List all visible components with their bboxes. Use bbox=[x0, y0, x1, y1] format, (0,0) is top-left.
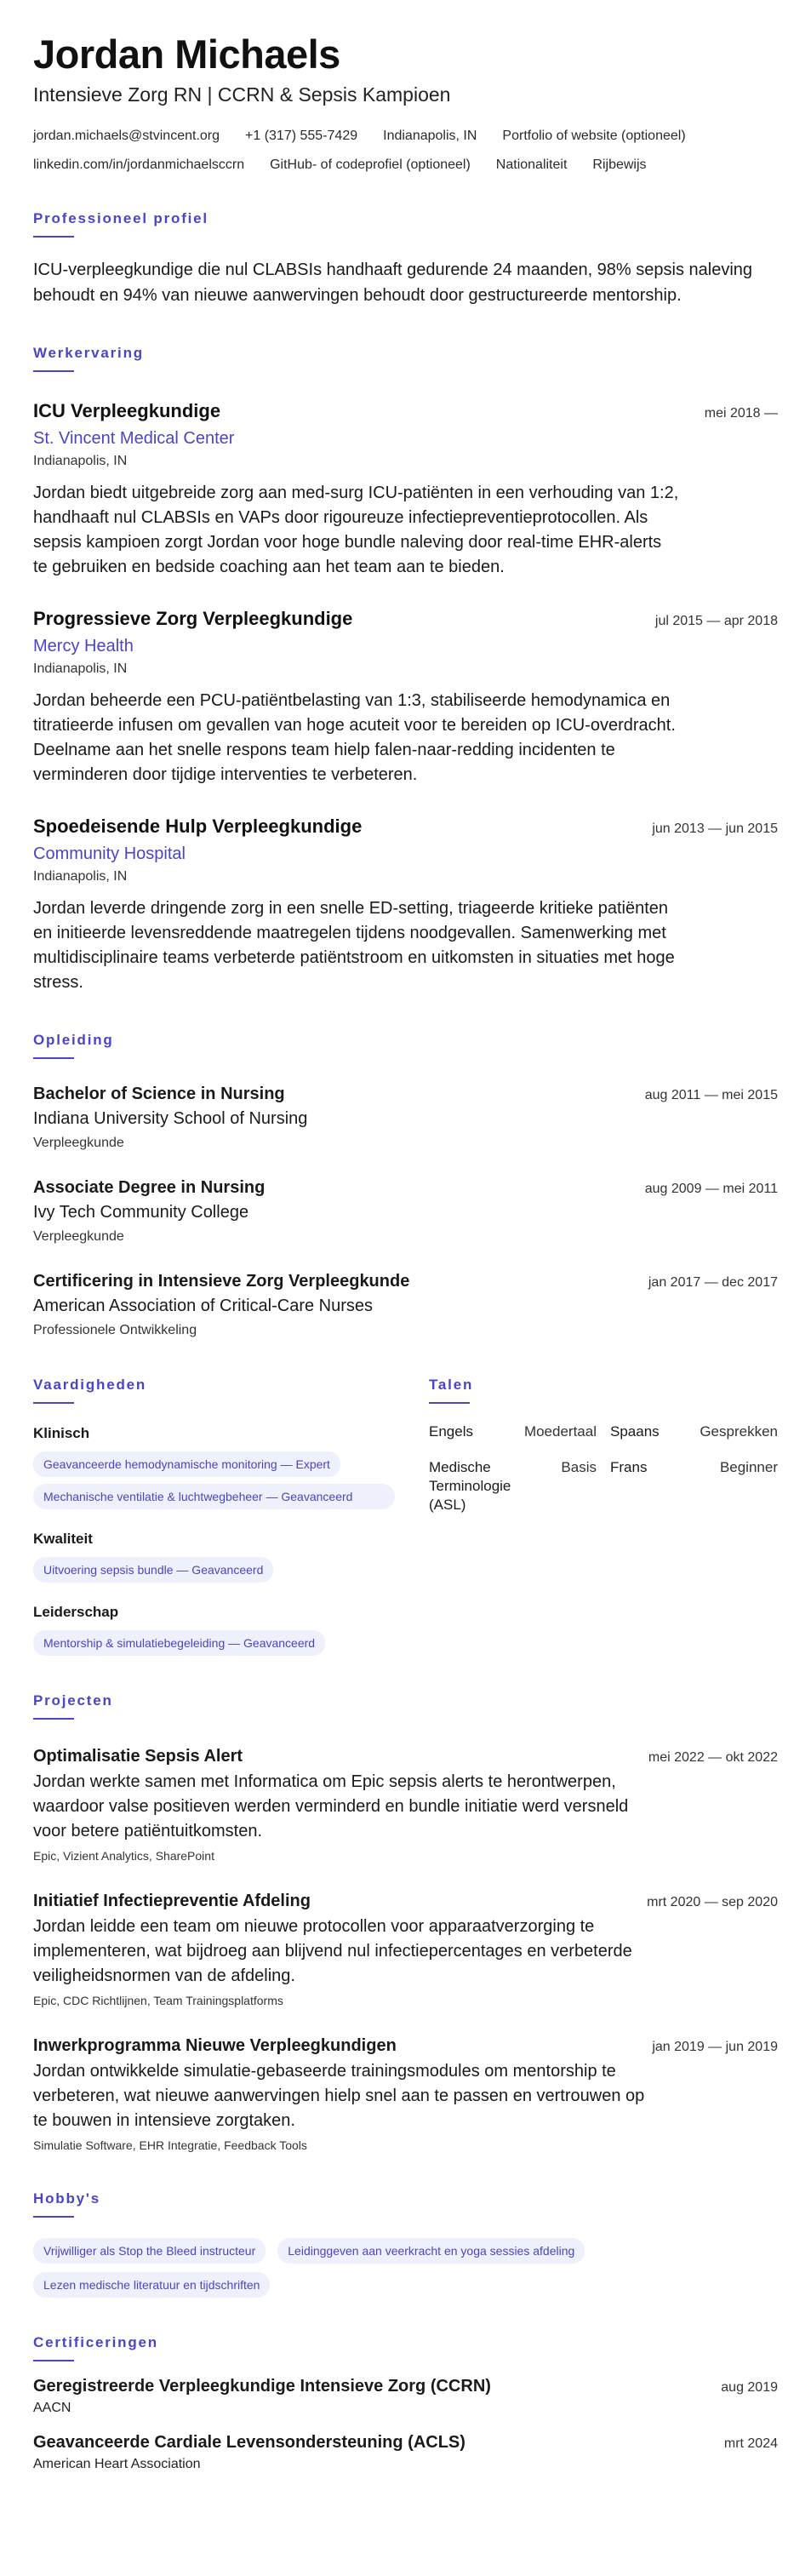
project-tech: Simulatie Software, EHR Integratie, Feedback Tools bbox=[33, 2138, 307, 2152]
project-entry bbox=[33, 2035, 778, 2154]
section-title: Projecten bbox=[33, 1692, 113, 1709]
section-title: Talen bbox=[429, 1377, 474, 1393]
candidate-name: Jordan Michaels bbox=[33, 31, 340, 77]
skills-languages-row bbox=[33, 1376, 778, 1656]
skill-chip: Mentorship & simulatiebegeleiding — Geavanceerd bbox=[33, 1630, 325, 1656]
contact-linkedin[interactable]: linkedin.com/in/jordanmichaelsccrn bbox=[33, 157, 245, 172]
project-tech: Epic, Vizient Analytics, SharePoint bbox=[33, 1849, 214, 1863]
section-divider bbox=[33, 1057, 74, 1059]
education-entry bbox=[33, 1270, 778, 1340]
language-item bbox=[429, 1423, 597, 1441]
project-entry bbox=[33, 1890, 778, 2009]
section-title: Werkervaring bbox=[33, 345, 144, 361]
hobby-chip-list bbox=[33, 2238, 778, 2298]
profile-summary: ICU-verpleegkundige die nul CLABSIs handhaaft gedurende 24 maanden, 98% sepsis naleving behoudt en 94% van nieuwe aanwervingen behoudt door gestructureerde mentorship. bbox=[33, 260, 753, 305]
contact-license: Rijbewijs bbox=[592, 157, 647, 172]
section-title: Hobby's bbox=[33, 2190, 100, 2207]
job-description: Jordan leverde dringende zorg in een snelle ED-setting, triageerde kritieke patiënten en initieerde levensreddende maatregelen tijdens noodgevallen. Samenwerking met multidisciplinaire teams verbeterde patiëntstroom en uitkomsten in situaties met hoge stress. bbox=[33, 899, 675, 992]
skill-chip-list bbox=[33, 1630, 395, 1656]
education-date: jan 2017 — dec 2017 bbox=[648, 1275, 778, 1290]
job-company: Community Hospital bbox=[33, 844, 186, 863]
projects-section bbox=[33, 1692, 778, 2154]
language-item bbox=[610, 1458, 778, 1514]
skill-chip-list bbox=[33, 1557, 395, 1583]
section-title: Opleiding bbox=[33, 1032, 114, 1048]
education-school: American Association of Critical-Care Nurses bbox=[33, 1297, 374, 1315]
project-description: Jordan leidde een team om nieuwe protocollen voor apparaatverzorging te implementeren, wat bijdroeg aan blijvend nul infectiepercentages en verbeterde veiligheidsnormen van de afdeling. bbox=[33, 1917, 632, 1985]
education-entry bbox=[33, 1176, 778, 1246]
section-title: Professioneel profiel bbox=[33, 210, 208, 226]
contact-github[interactable]: GitHub- of codeprofiel (optioneel) bbox=[270, 157, 471, 172]
project-date: jan 2019 — jun 2019 bbox=[652, 2040, 778, 2054]
contact-portfolio[interactable]: Portfolio of website (optioneel) bbox=[502, 129, 686, 143]
contact-email[interactable]: jordan.michaels@stvincent.org bbox=[33, 129, 220, 143]
education-field: Verpleegkunde bbox=[33, 1136, 124, 1150]
project-title: Optimalisatie Sepsis Alert bbox=[33, 1747, 243, 1766]
job-company: Mercy Health bbox=[33, 637, 134, 655]
skill-chip: Geavanceerde hemodynamische monitoring — Expert bbox=[33, 1451, 340, 1477]
contact-nationality: Nationaliteit bbox=[495, 157, 568, 172]
job-entry bbox=[33, 815, 778, 995]
language-name: Frans bbox=[610, 1459, 648, 1475]
section-divider bbox=[33, 2360, 74, 2361]
job-description: Jordan biedt uitgebreide zorg aan med-surg ICU-patiënten in een verhouding van 1:2, handhaaft nul CLABSIs en VAPs door rigoureuze infectiepreventieprotocollen. Als sepsis kampioen zorgt Jordan voor hoge bundle naleving door real-time EHR-alerts te gebruiken en bedside coaching aan het team aan te bieden. bbox=[33, 484, 679, 576]
hobby-chip: Leidinggeven aan veerkracht en yoga sessies afdeling bbox=[277, 2238, 585, 2264]
education-date: aug 2009 — mei 2011 bbox=[644, 1182, 778, 1196]
job-location: Indianapolis, IN bbox=[33, 661, 128, 676]
job-entry bbox=[33, 399, 778, 580]
resume-header bbox=[33, 31, 778, 174]
section-divider bbox=[429, 1402, 470, 1404]
certification-date: mrt 2024 bbox=[723, 2436, 778, 2451]
skill-category: Klinisch bbox=[33, 1425, 90, 1441]
hobby-chip: Lezen medische literatuur en tijdschriften bbox=[33, 2272, 270, 2298]
project-description: Jordan werkte samen met Informatica om Epic sepsis alerts te herontwerpen, waardoor valse positieven werden verminderd en bundle initiatie werd versneld voor betere patiëntuitkomsten. bbox=[33, 1772, 629, 1840]
contact-list bbox=[33, 128, 778, 174]
candidate-subtitle: Intensieve Zorg RN | CCRN & Sepsis Kampioen bbox=[33, 83, 451, 106]
project-title: Initiatief Infectiepreventie Afdeling bbox=[33, 1892, 311, 1910]
job-date: jul 2015 — apr 2018 bbox=[654, 614, 778, 628]
section-divider bbox=[33, 1718, 74, 1720]
language-list bbox=[429, 1423, 778, 1514]
language-level: Moedertaal bbox=[523, 1423, 597, 1440]
project-title: Inwerkprogramma Nieuwe Verpleegkundigen bbox=[33, 2036, 397, 2055]
section-divider bbox=[33, 236, 74, 238]
education-school: Ivy Tech Community College bbox=[33, 1203, 249, 1222]
education-field: Verpleegkunde bbox=[33, 1229, 124, 1244]
job-date: mei 2018 — bbox=[704, 406, 778, 421]
education-field: Professionele Ontwikkeling bbox=[33, 1323, 197, 1337]
project-entry bbox=[33, 1745, 778, 1864]
language-item bbox=[429, 1458, 597, 1514]
certification-title: Geregistreerde Verpleegkundige Intensieve Zorg (CCRN) bbox=[33, 2377, 491, 2396]
education-degree: Bachelor of Science in Nursing bbox=[33, 1085, 285, 1103]
education-section bbox=[33, 1031, 778, 1340]
certification-date: aug 2019 bbox=[721, 2380, 778, 2395]
language-item bbox=[610, 1423, 778, 1441]
job-entry bbox=[33, 607, 778, 787]
certification-title: Geavanceerde Cardiale Levensondersteuning (ACLS) bbox=[33, 2433, 465, 2452]
language-name: Engels bbox=[429, 1423, 473, 1440]
section-divider bbox=[33, 2216, 74, 2218]
section-title: Vaardigheden bbox=[33, 1377, 147, 1393]
education-school: Indiana University School of Nursing bbox=[33, 1109, 308, 1128]
job-description: Jordan beheerde een PCU-patiëntbelasting van 1:3, stabiliseerde hemodynamica en titratieerde infusen om gevallen van hoge acuteit voor te bereiden op ICU-overdracht. Deelname aan het snelle respons team hielp falen-naar-redding incidenten te verminderen door tijdige interventies te verbeteren. bbox=[33, 691, 676, 784]
job-title: ICU Verpleegkundige bbox=[33, 400, 221, 421]
project-date: mei 2022 — okt 2022 bbox=[648, 1750, 778, 1765]
section-title: Certificeringen bbox=[33, 2334, 158, 2350]
certification-entry bbox=[33, 2375, 778, 2418]
skill-chip: Mechanische ventilatie & luchtwegbeheer — Geavanceerd bbox=[33, 1484, 395, 1509]
job-location: Indianapolis, IN bbox=[33, 869, 128, 884]
language-level: Gesprekken bbox=[700, 1423, 778, 1440]
project-date: mrt 2020 — sep 2020 bbox=[647, 1895, 778, 1909]
skill-category: Leiderschap bbox=[33, 1604, 119, 1620]
certifications-section bbox=[33, 2333, 778, 2474]
education-degree: Associate Degree in Nursing bbox=[33, 1178, 266, 1197]
section-divider bbox=[33, 370, 74, 372]
experience-section bbox=[33, 344, 778, 995]
education-degree: Certificering in Intensieve Zorg Verpleegkunde bbox=[33, 1272, 410, 1291]
skill-chip-list bbox=[33, 1451, 395, 1509]
project-tech: Epic, CDC Richtlijnen, Team Trainingsplatforms bbox=[33, 1994, 283, 2007]
skill-category: Kwaliteit bbox=[33, 1531, 93, 1547]
hobbies-section bbox=[33, 2190, 778, 2298]
job-date: jun 2013 — jun 2015 bbox=[652, 821, 778, 836]
certification-entry bbox=[33, 2431, 778, 2474]
contact-location: Indianapolis, IN bbox=[383, 129, 477, 143]
certification-issuer: AACN bbox=[33, 2401, 71, 2415]
profile-section bbox=[33, 209, 778, 308]
job-company: St. Vincent Medical Center bbox=[33, 429, 235, 448]
contact-phone[interactable]: +1 (317) 555-7429 bbox=[245, 129, 358, 143]
hobby-chip: Vrijwilliger als Stop the Bleed instructeur bbox=[33, 2238, 266, 2264]
education-entry bbox=[33, 1083, 778, 1153]
language-name: Medische Terminologie (ASL) bbox=[429, 1459, 511, 1513]
job-title: Progressieve Zorg Verpleegkundige bbox=[33, 608, 353, 629]
language-name: Spaans bbox=[610, 1423, 660, 1440]
education-date: aug 2011 — mei 2015 bbox=[644, 1088, 778, 1102]
job-location: Indianapolis, IN bbox=[33, 454, 128, 468]
skill-chip: Uitvoering sepsis bundle — Geavanceerd bbox=[33, 1557, 273, 1583]
languages-section bbox=[429, 1376, 778, 1656]
skills-section bbox=[33, 1376, 395, 1656]
project-description: Jordan ontwikkelde simulatie-gebaseerde trainingsmodules om mentorship te verbeteren, wat nieuwe aanwervingen hielp snel aan te passen en vertrouwen op te bouwen in intensieve zorgtaken. bbox=[33, 2062, 645, 2130]
job-title: Spoedeisende Hulp Verpleegkundige bbox=[33, 816, 363, 837]
certification-issuer: American Heart Association bbox=[33, 2457, 201, 2471]
language-level: Basis bbox=[561, 1459, 597, 1475]
section-divider bbox=[33, 1402, 74, 1404]
language-level: Beginner bbox=[719, 1459, 778, 1475]
